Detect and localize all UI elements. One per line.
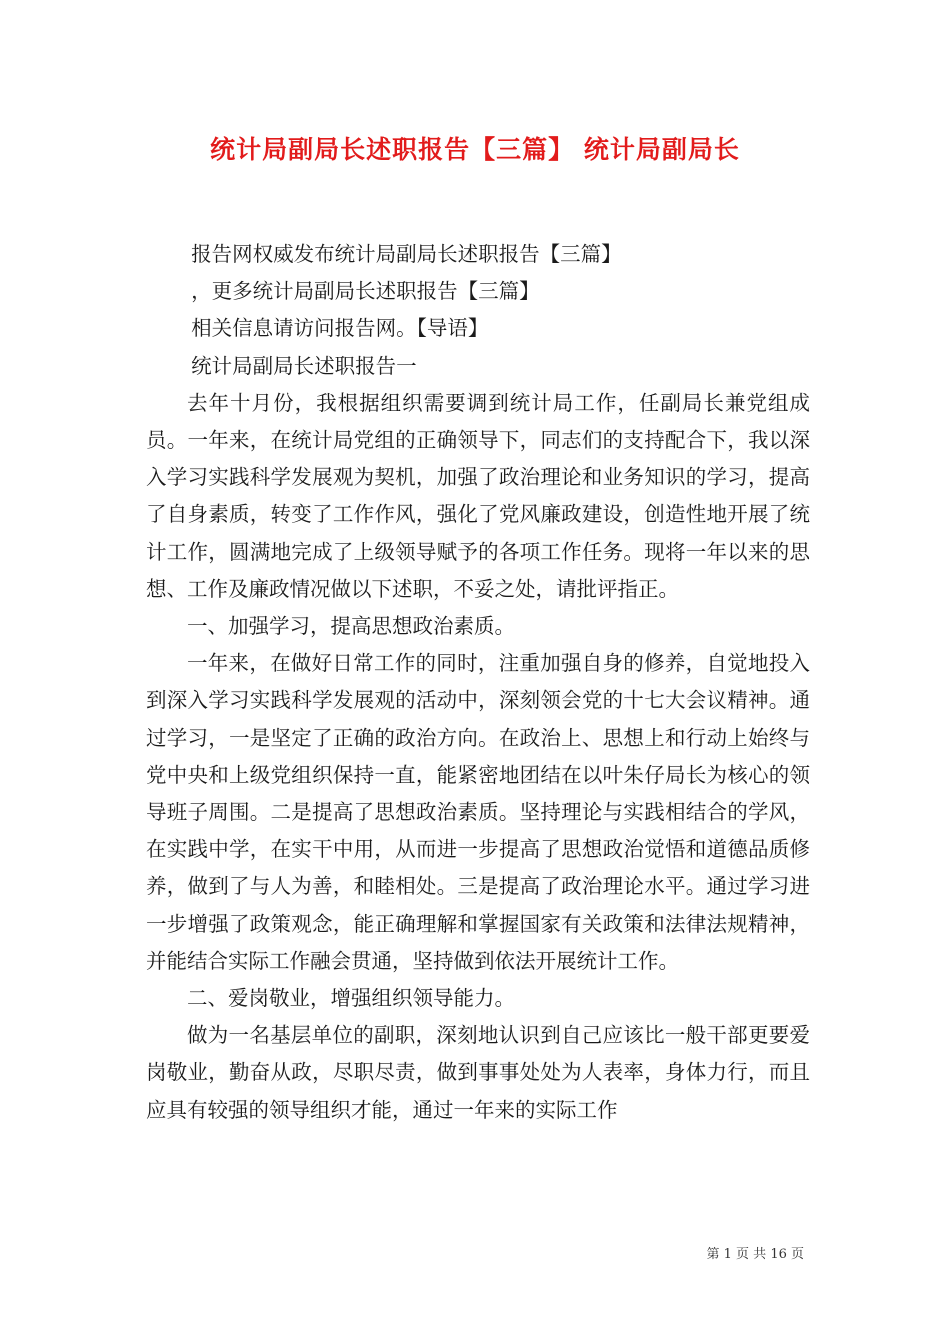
paragraph-intro-2: ，更多统计局副局长述职报告【三篇】: [191, 279, 540, 304]
section-heading-study: 一、加强学习，提高思想政治素质。: [187, 614, 515, 639]
document-title: 统计局副局长述职报告【三篇】 统计局副局长: [210, 135, 740, 164]
document-body: [146, 236, 810, 1129]
paragraph-body: 去年十月份，我根据组织需要调到统计局工作，任副局长兼党组成员。一年来，在统计局党组的正确领导下，同志们的支持配合下，我以深入学习实践科学发展观为契机，加强了政治理论和业务知识的学习，提高了自身素质，转变了工作作风，强化了党风廉政建设，创造性地开展了统计工作，圆满地完成了上级领导赋予的各项工作任务。现将一年以来的思想、工作及廉政情况做以下述职，不妥之处，请批评指正。: [146, 390, 810, 601]
page-number-footer: 第 1 页 共 16 页: [706, 1247, 804, 1262]
section-heading-report-1: 统计局副局长述职报告一: [191, 353, 417, 378]
section-heading-dedication: 二、爱岗敬业，增强组织领导能力。: [187, 986, 515, 1011]
paragraph-body: 一年来，在做好日常工作的同时，注重加强自身的修养，自觉地投入到深入学习实践科学发展观的活动中，深刻领会党的十七大会议精神。通过学习，一是坚定了正确的政治方向。在政治上、思想上和行动上始终与党中央和上级党组织保持一直，能紧密地团结在以叶朱仔局长为核心的领导班子周围。二是提高了思想政治素质。坚持理论与实践相结合的学风，在实践中学，在实干中用，从而进一步提高了思想政治觉悟和道德品质修养，做到了与人为善，和睦相处。三是提高了政治理论水平。通过学习进一步增强了政策观念，能正确理解和掌握国家有关政策和法律法规精神，并能结合实际工作融会贯通，坚持做到依法开展统计工作。: [146, 651, 810, 973]
paragraph-intro-3: 相关信息请访问报告网。【导语】: [191, 316, 489, 341]
paragraph-intro-1: 报告网权威发布统计局副局长述职报告【三篇】: [191, 242, 622, 266]
paragraph-body: 做为一名基层单位的副职，深刻地认识到自己应该比一般干部更要爱岗敬业，勤奋从政，尽职尽责，做到事事处处为人表率，身体力行，而且应具有较强的领导组织才能，通过一年来的实际工作: [146, 1023, 810, 1122]
